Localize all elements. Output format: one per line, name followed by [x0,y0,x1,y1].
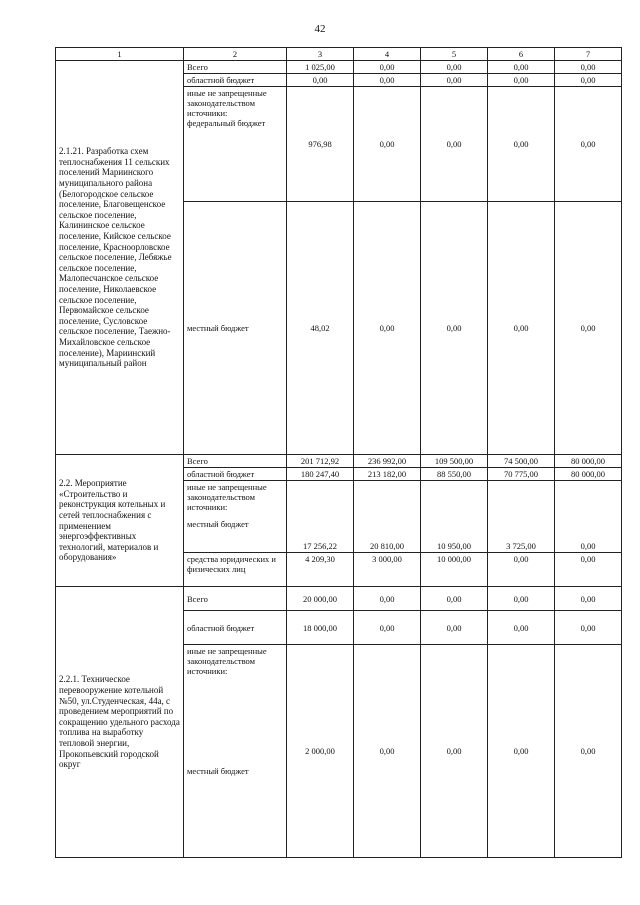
table-row [56,455,622,468]
value-cell: 0,00 [488,553,555,587]
value-cell: 17 256,22 [287,481,354,553]
value-cell: 4 209,30 [287,553,354,587]
value-cell: 976,98 [287,87,354,202]
funding-source: средства юридических и физических лиц [184,553,287,587]
value-cell: 0,00 [421,61,488,74]
value-cell: 18 000,00 [287,611,354,645]
value-cell: 0,00 [421,74,488,87]
value-cell: 10 950,00 [421,481,488,553]
value-cell: 0,00 [354,61,421,74]
value-cell: 2 000,00 [287,645,354,858]
value-cell: 10 000,00 [421,553,488,587]
value-cell: 3 725,00 [488,481,555,553]
value-cell: 88 550,00 [421,468,488,481]
value-cell: 0,00 [421,611,488,645]
value-cell: 0,00 [287,74,354,87]
value-cell: 20 000,00 [287,587,354,611]
value-cell: 0,00 [555,202,622,455]
header-row [56,48,622,61]
value-cell: 0,00 [555,587,622,611]
budget-table [55,47,622,858]
header-cell: 2 [184,48,287,61]
value-cell: 0,00 [555,611,622,645]
funding-source-note: иные не запрещенные законодательством источники: [187,646,267,677]
funding-source-note: иные не запрещенные законодательством источники: [187,482,267,513]
value-cell: 20 810,00 [354,481,421,553]
funding-source [184,481,287,553]
value-cell: 48,02 [287,202,354,455]
funding-source-label: местный бюджет [187,519,249,530]
value-cell: 0,00 [488,74,555,87]
value-cell: 0,00 [555,553,622,587]
value-cell: 0,00 [488,87,555,202]
value-cell: 80 000,00 [555,468,622,481]
value-cell: 0,00 [488,611,555,645]
value-cell: 0,00 [488,202,555,455]
funding-source: областной бюджет [184,611,287,645]
value-cell: 201 712,92 [287,455,354,468]
activity-description: 2.1.21. Разработка схем теплоснабжения 11 сельских поселений Мариинского муниципального района (Белогородское сельское поселение, Благовещенское сельское поселение, Калининское сельское поселение, Кийское сельское поселение, Красноорловское сельское поселение, Лебяжье сельское поселение, Малопесчанское сельское поселение, Николаевское сельское поселение, Первомайское сельское поселение, Сусловское сельское поселение, Таежно-Михайловское сельское поселение), Мариинский муниципальный район [56,61,184,455]
value-cell: 0,00 [555,645,622,858]
funding-source [184,87,287,202]
value-cell: 1 025,00 [287,61,354,74]
value-cell: 0,00 [421,645,488,858]
header-cell: 6 [488,48,555,61]
header-cell: 1 [56,48,184,61]
header-cell: 5 [421,48,488,61]
value-cell: 0,00 [354,202,421,455]
funding-source [184,645,287,858]
value-cell: 0,00 [488,645,555,858]
value-cell: 0,00 [488,61,555,74]
value-cell: 213 182,00 [354,468,421,481]
activity-description: 2.2.1. Техническое перевооружение котельной №50, ул.Студенческая, 44а, с проведением мероприятий по сокращению удельного расхода топлива на выработку тепловой энергии, Прокопьевский городской округ [56,587,184,858]
value-cell: 0,00 [354,645,421,858]
value-cell: 0,00 [421,202,488,455]
value-cell: 0,00 [555,87,622,202]
funding-source: местный бюджет [184,202,287,455]
header-cell: 4 [354,48,421,61]
value-cell: 0,00 [354,87,421,202]
value-cell: 0,00 [354,74,421,87]
funding-source-label: местный бюджет [187,766,249,777]
table-row [56,61,622,74]
value-cell: 0,00 [354,587,421,611]
funding-source: Всего [184,61,287,74]
header-cell: 3 [287,48,354,61]
value-cell: 0,00 [555,61,622,74]
value-cell: 236 992,00 [354,455,421,468]
value-cell: 70 775,00 [488,468,555,481]
value-cell: 180 247,40 [287,468,354,481]
value-cell: 0,00 [555,74,622,87]
funding-source: Всего [184,587,287,611]
value-cell: 74 500,00 [488,455,555,468]
value-cell: 109 500,00 [421,455,488,468]
activity-description: 2.2. Мероприятие «Строительство и реконструкция котельных и сетей теплоснабжения с применением энергоэффективных технологий, материалов и оборудования» [56,455,184,587]
page-number: 42 [314,23,326,35]
value-cell: 0,00 [421,87,488,202]
funding-source: Всего [184,455,287,468]
value-cell: 0,00 [488,587,555,611]
funding-source: областной бюджет [184,468,287,481]
value-cell: 3 000,00 [354,553,421,587]
funding-source-note: иные не запрещенные законодательством источники: [187,88,267,119]
funding-source-label: федеральный бюджет [187,118,266,129]
value-cell: 80 000,00 [555,455,622,468]
funding-source: областной бюджет [184,74,287,87]
header-cell: 7 [555,48,622,61]
value-cell: 0,00 [421,587,488,611]
value-cell: 0,00 [354,611,421,645]
table-row [56,587,622,611]
value-cell: 0,00 [555,481,622,553]
